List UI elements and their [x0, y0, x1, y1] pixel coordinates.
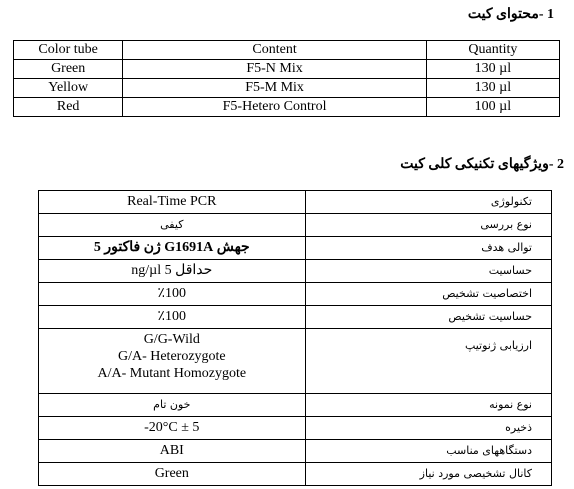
spec-label: حساسیت تشخیص [305, 306, 551, 329]
section-1-heading [468, 6, 554, 23]
cell-color: Yellow [14, 79, 123, 98]
spec-row [39, 191, 552, 214]
genotype-line: G/A- Heterozygote [117, 349, 226, 364]
spec-label: تکنولوژی [305, 191, 551, 214]
spec-row [39, 329, 552, 394]
table-row [14, 98, 560, 117]
spec-value: ٪100 [39, 306, 306, 329]
cell-quantity: 130 µl [426, 60, 559, 79]
section-1-number: 1 [547, 7, 554, 22]
spec-row [39, 214, 552, 237]
spec-row [39, 440, 552, 463]
spec-label: نوع نمونه [305, 394, 551, 417]
spec-label: اختصاصیت تشخیص [305, 283, 551, 306]
cell-quantity: 130 µl [426, 79, 559, 98]
table-header-row [14, 41, 560, 60]
spec-value: جهش G1691A ژن فاکتور 5 [39, 237, 306, 260]
table-row [14, 60, 560, 79]
spec-row [39, 394, 552, 417]
spec-label: ارزیابی ژنوتیپ [305, 329, 551, 394]
spec-label: حساسیت [305, 260, 551, 283]
spec-row [39, 260, 552, 283]
spec-value: ABI [39, 440, 306, 463]
spec-label: کانال تشخیصی مورد نیاز [305, 463, 551, 486]
spec-value: خون تام [39, 394, 306, 417]
cell-color: Red [14, 98, 123, 117]
spec-value: حداقل 5 ng/µl [39, 260, 306, 283]
genotype-line: A/A- Mutant Homozygote [97, 366, 247, 381]
cell-content: F5-Hetero Control [123, 98, 426, 117]
spec-label: دستگاههای مناسب [305, 440, 551, 463]
spec-label: ذخیره [305, 417, 551, 440]
section-2-number: 2 [557, 157, 564, 172]
spec-row [39, 283, 552, 306]
technical-specs-table [38, 190, 552, 486]
spec-value: ٪100 [39, 283, 306, 306]
cell-content: F5-N Mix [123, 60, 426, 79]
cell-content: F5-M Mix [123, 79, 426, 98]
spec-row [39, 306, 552, 329]
spec-value: -20°C ± 5 [39, 417, 306, 440]
spec-label: توالی هدف [305, 237, 551, 260]
column-header-color-tube: Color tube [14, 41, 123, 60]
cell-color: Green [14, 60, 123, 79]
section-2-heading [400, 156, 564, 173]
spec-value: کیفی [39, 214, 306, 237]
spec-value: Real-Time PCR [39, 191, 306, 214]
column-header-content: Content [123, 41, 426, 60]
spec-value: Green [39, 463, 306, 486]
spec-row [39, 237, 552, 260]
cell-quantity: 100 µl [426, 98, 559, 117]
spec-value-genotype [39, 329, 306, 394]
section-1-title: -محتوای کیت [467, 7, 544, 22]
genotype-line: G/G-Wild [143, 332, 200, 347]
kit-contents-table [13, 40, 560, 117]
spec-row [39, 417, 552, 440]
column-header-quantity: Quantity [426, 41, 559, 60]
spec-label: نوع بررسی [305, 214, 551, 237]
table-row [14, 79, 560, 98]
spec-row [39, 463, 552, 486]
section-2-title: -ویژگیهای تکنیکی کلی کیت [400, 157, 554, 172]
